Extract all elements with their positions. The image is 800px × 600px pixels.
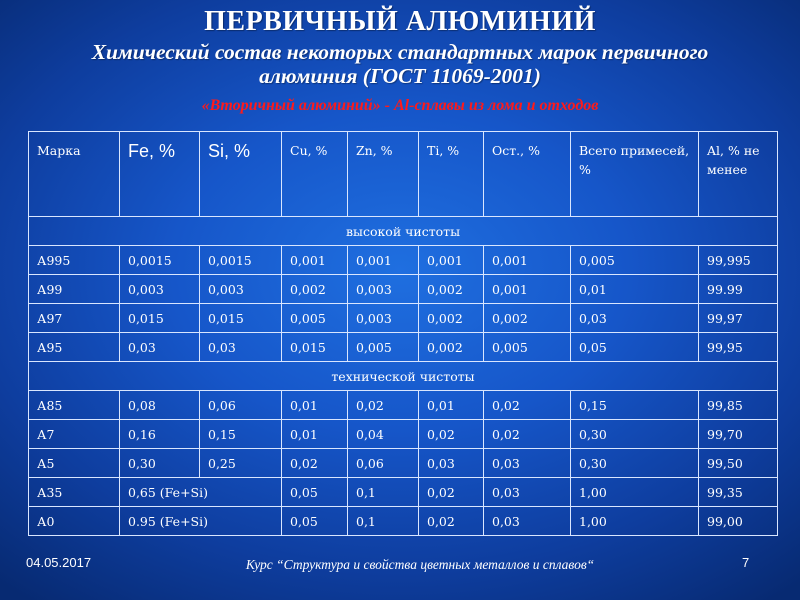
cell-grade: А0: [29, 507, 120, 536]
cell-zn: 0,005: [348, 333, 419, 362]
header-other: Ост., %: [484, 132, 571, 217]
section-row: [29, 217, 778, 246]
composition-table: [28, 131, 778, 536]
cell-ti: 0,001: [419, 246, 484, 275]
header-ti: Ti, %: [419, 132, 484, 217]
cell-al: 99.99: [699, 275, 778, 304]
cell-si: 0,03: [200, 333, 282, 362]
cell-fe: 0,08: [120, 391, 200, 420]
cell-zn: 0,1: [348, 478, 419, 507]
table-row: [29, 275, 778, 304]
cell-fe: 0,015: [120, 304, 200, 333]
slide-title: ПЕРВИЧНЫЙ АЛЮМИНИЙ: [204, 6, 596, 37]
table-row: [29, 391, 778, 420]
cell-fe: 0,0015: [120, 246, 200, 275]
header-al-min: Al, % не менее: [699, 132, 778, 217]
header-fe: Fe, %: [120, 132, 200, 217]
cell-total: 0,15: [571, 391, 699, 420]
section-label: технической чистоты: [29, 362, 778, 391]
cell-zn: 0,1: [348, 507, 419, 536]
table-row: [29, 507, 778, 536]
cell-si: 0,06: [200, 391, 282, 420]
subtitle-line-1: Химический состав некоторых стандартных марок первичного: [91, 40, 709, 64]
cell-zn: 0,001: [348, 246, 419, 275]
cell-si: 0,003: [200, 275, 282, 304]
cell-ti: 0,002: [419, 275, 484, 304]
header-grade: Марка: [29, 132, 120, 217]
subtitle-line-2: алюминия (ГОСТ 11069-2001): [259, 64, 541, 88]
cell-cu: 0,05: [282, 507, 348, 536]
section-row: [29, 362, 778, 391]
footer-course-title: Курс “Структура и свойства цветных металлов и сплавов“: [245, 557, 595, 572]
table-row: [29, 420, 778, 449]
cell-other: 0,03: [484, 478, 571, 507]
cell-cu: 0,01: [282, 420, 348, 449]
header-cu: Cu, %: [282, 132, 348, 217]
cell-total: 0,30: [571, 449, 699, 478]
cell-other: 0,03: [484, 507, 571, 536]
cell-al: 99,85: [699, 391, 778, 420]
cell-grade: А97: [29, 304, 120, 333]
cell-si: 0,25: [200, 449, 282, 478]
cell-other: 0,02: [484, 391, 571, 420]
cell-cu: 0,015: [282, 333, 348, 362]
cell-al: 99,35: [699, 478, 778, 507]
cell-ti: 0,02: [419, 507, 484, 536]
cell-al: 99,00: [699, 507, 778, 536]
cell-ti: 0,02: [419, 478, 484, 507]
cell-fe-si: 0.95 (Fe+Si): [120, 507, 282, 536]
cell-cu: 0,001: [282, 246, 348, 275]
cell-total: 0,05: [571, 333, 699, 362]
cell-zn: 0,06: [348, 449, 419, 478]
cell-ti: 0,002: [419, 333, 484, 362]
cell-fe: 0,30: [120, 449, 200, 478]
table-row: [29, 478, 778, 507]
cell-fe-si: 0,65 (Fe+Si): [120, 478, 282, 507]
cell-cu: 0,01: [282, 391, 348, 420]
header-si: Si, %: [200, 132, 282, 217]
cell-si: 0,0015: [200, 246, 282, 275]
header-total-impurities: Всего примесей, %: [571, 132, 699, 217]
cell-cu: 0,02: [282, 449, 348, 478]
cell-other: 0,02: [484, 420, 571, 449]
cell-grade: А85: [29, 391, 120, 420]
cell-fe: 0,16: [120, 420, 200, 449]
header-zn: Zn, %: [348, 132, 419, 217]
cell-fe: 0,03: [120, 333, 200, 362]
cell-grade: А5: [29, 449, 120, 478]
page-number: 7: [742, 555, 750, 570]
cell-total: 0,03: [571, 304, 699, 333]
cell-total: 0,005: [571, 246, 699, 275]
cell-grade: А95: [29, 333, 120, 362]
cell-al: 99,995: [699, 246, 778, 275]
cell-total: 0,01: [571, 275, 699, 304]
cell-si: 0,15: [200, 420, 282, 449]
cell-cu: 0,005: [282, 304, 348, 333]
cell-other: 0,005: [484, 333, 571, 362]
table-header-row: [29, 132, 778, 217]
cell-other: 0,001: [484, 246, 571, 275]
cell-cu: 0,002: [282, 275, 348, 304]
table-row: [29, 304, 778, 333]
cell-other: 0,002: [484, 304, 571, 333]
cell-ti: 0,03: [419, 449, 484, 478]
cell-si: 0,015: [200, 304, 282, 333]
cell-zn: 0,003: [348, 304, 419, 333]
cell-zn: 0,02: [348, 391, 419, 420]
table-row: [29, 333, 778, 362]
cell-total: 1,00: [571, 507, 699, 536]
cell-fe: 0,003: [120, 275, 200, 304]
cell-grade: А35: [29, 478, 120, 507]
cell-ti: 0,02: [419, 420, 484, 449]
cell-al: 99,50: [699, 449, 778, 478]
cell-grade: А995: [29, 246, 120, 275]
section-label: высокой чистоты: [29, 217, 778, 246]
cell-zn: 0,003: [348, 275, 419, 304]
cell-total: 1,00: [571, 478, 699, 507]
cell-zn: 0,04: [348, 420, 419, 449]
cell-ti: 0,002: [419, 304, 484, 333]
cell-al: 99,95: [699, 333, 778, 362]
slide-subtitle: [0, 40, 800, 88]
cell-al: 99,97: [699, 304, 778, 333]
cell-grade: А7: [29, 420, 120, 449]
cell-al: 99,70: [699, 420, 778, 449]
footer-date: 04.05.2017: [26, 555, 92, 570]
cell-other: 0,001: [484, 275, 571, 304]
table-row: [29, 246, 778, 275]
secondary-aluminium-note: «Вторичный алюминий» - Al-сплавы из лома и отходов: [201, 97, 599, 114]
table-row: [29, 449, 778, 478]
cell-total: 0,30: [571, 420, 699, 449]
cell-ti: 0,01: [419, 391, 484, 420]
cell-grade: А99: [29, 275, 120, 304]
cell-cu: 0,05: [282, 478, 348, 507]
cell-other: 0,03: [484, 449, 571, 478]
